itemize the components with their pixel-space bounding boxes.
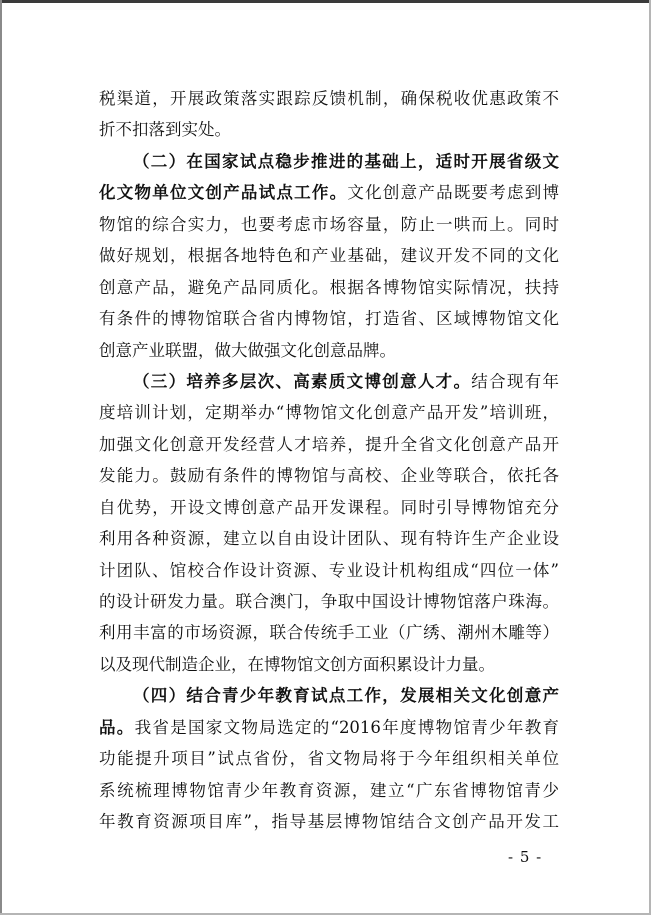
text-line [99,397,559,428]
body-text: 系统梳理博物馆青少年教育资源，建立“广东省博物馆青少 [99,780,559,800]
body-text: 功能提升项目”试点省份，省文物局将于今年组织相关单位 [99,749,559,769]
text-line [99,586,559,617]
bold-heading-text: （三）培养多层次、高素质文博创意人才。 [133,371,472,391]
body-text: 计团队、馆校合作设计资源、专业设计机构组成“四位一体” [99,560,559,580]
bold-heading-text: 品。 [99,717,135,737]
body-text: 我省是国家文物局选定的“2016年度博物馆青少年教育 [134,717,559,737]
text-line [99,806,559,837]
body-text: 文化创意产品既要考虑到博 [347,183,560,203]
text-line [99,429,559,460]
text-line [99,303,559,334]
text-line [99,146,559,177]
body-text: 年教育资源项目库”，指导基层博物馆结合文创产品开发工 [99,812,559,832]
text-line [99,649,559,680]
text-line [99,83,559,114]
body-text: 利用丰富的市场资源，联合传统手工业（广绣、潮州木雕等） [99,623,559,643]
body-text: 以及现代制造企业，在博物馆文创方面积累设计力量。 [99,654,495,674]
body-text: 折不扣落到实处。 [99,120,231,140]
body-text: 做好规划，根据各地特色和产业基础，建议开发不同的文化 [99,246,559,266]
body-text: 有条件的博物馆联合省内博物馆，打造省、区域博物馆文化 [99,309,559,329]
text-line [99,272,559,303]
body-text: 度培训计划，定期举办“博物馆文化创意产品开发”培训班， [99,403,559,423]
body-text: 利用各种资源，建立以自由设计团队、现有特许生产企业设 [99,529,559,549]
text-line [99,335,559,366]
bold-heading-text: （四）结合青少年教育试点工作，发展相关文化创意产 [133,686,559,706]
body-text: 税渠道，开展政策落实跟踪反馈机制，确保税收优惠政策不 [99,89,559,108]
body-text: 加强文化创意开发经营人才培养，提升全省文化创意产品开 [99,434,559,454]
text-line [99,366,559,397]
page-number: - 5 - [508,848,543,866]
text-line [99,114,559,145]
body-text: 创意产业联盟，做大做强文化创意品牌。 [99,340,396,360]
body-text: 创意产品，避免产品同质化。根据各博物馆实际情况，扶持 [99,277,559,297]
text-line [99,712,559,743]
text-line [99,617,559,648]
bold-heading-text: （二）在国家试点稳步推进的基础上，适时开展省级文 [133,151,559,171]
text-line [99,209,559,240]
text-line [99,460,559,491]
text-line [99,743,559,774]
page-frame-left [0,0,2,915]
body-text: 结合现有年 [471,371,560,391]
document-body [99,83,559,838]
text-line [99,523,559,554]
text-line [99,775,559,806]
text-line [99,240,559,271]
body-text: 的设计研发力量。联合澳门，争取中国设计博物馆落户珠海。 [99,592,559,611]
body-text: 发能力。鼓励有条件的博物馆与高校、企业等联合，依托各 [99,466,559,486]
text-line [99,555,559,586]
body-text: 自优势，开设文博创意产品开发课程。同时引导博物馆充分 [99,497,559,517]
body-text: 物馆的综合实力，也要考虑市场容量，防止一哄而上。同时 [99,214,559,234]
text-line [99,492,559,523]
bold-heading-text: 化文物单位文创产品试点工作。 [99,183,348,203]
page-frame-top [0,0,651,3]
text-line [99,177,559,208]
text-line [99,680,559,711]
